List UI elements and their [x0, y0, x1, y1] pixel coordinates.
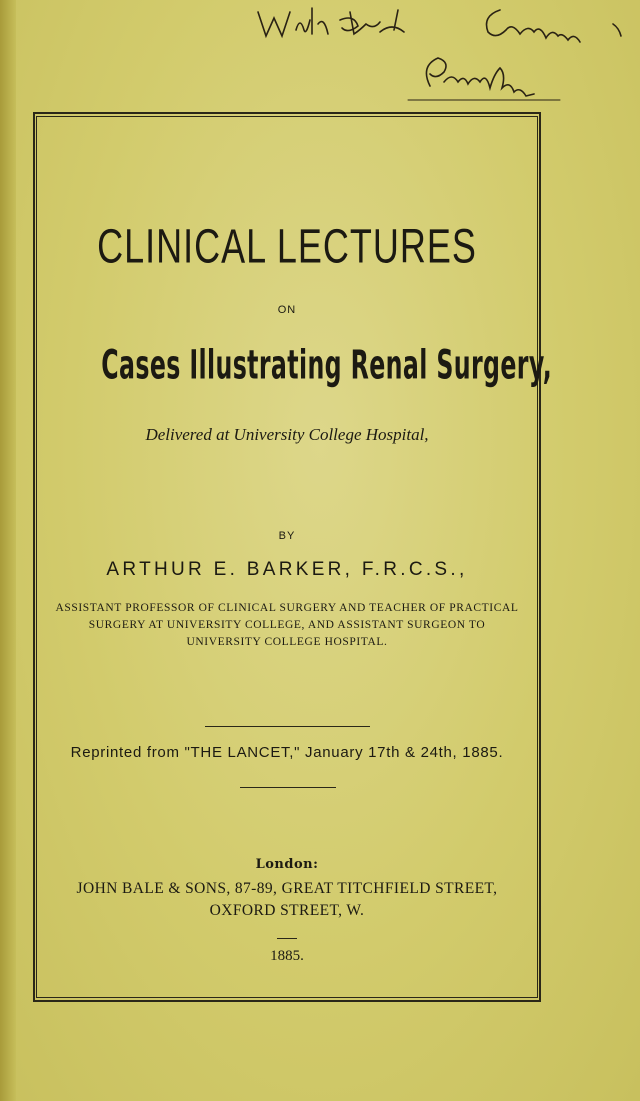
imprint-street: OXFORD STREET, W. [209, 902, 365, 919]
subject-title: Cases Illustrating Renal Surgery, [101, 341, 553, 389]
on-label: ON [277, 304, 297, 316]
reprinted-from-line: Reprinted from "THE LANCET," January 17th & 24th, 1885. [70, 744, 504, 761]
imprint-city: London: [255, 857, 319, 872]
delivered-at-line: Delivered at University College Hospital, [145, 425, 429, 444]
book-title: CLINICAL LECTURES [97, 218, 477, 274]
author-name: ARTHUR E. BARKER, F.R.C.S., [106, 559, 468, 580]
handwritten-inscription-signature [0, 0, 640, 110]
divider-rule [277, 938, 297, 939]
book-spine-edge [0, 0, 16, 1101]
author-position-line: ASSISTANT PROFESSOR OF CLINICAL SURGERY AND TEACHER OF PRACTICAL [55, 602, 519, 614]
imprint-year: 1885. [270, 948, 304, 964]
imprint-publisher: JOHN BALE & SONS, 87-89, GREAT TITCHFIELD STREET, [76, 880, 498, 897]
by-label: BY [278, 530, 296, 542]
author-position-line: SURGERY AT UNIVERSITY COLLEGE, AND ASSISTANT SURGEON TO [88, 619, 486, 631]
divider-rule [240, 787, 336, 788]
author-position-line: UNIVERSITY COLLEGE HOSPITAL. [186, 636, 388, 648]
divider-rule [205, 726, 370, 727]
